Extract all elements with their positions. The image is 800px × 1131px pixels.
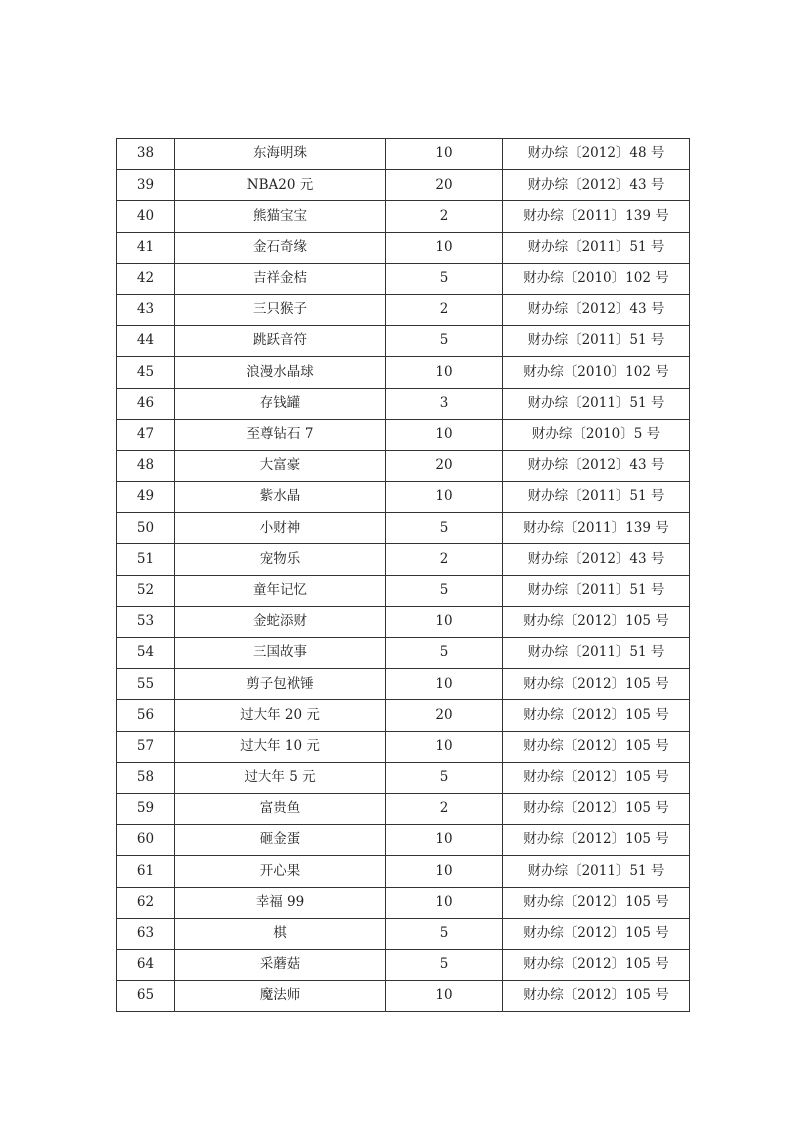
table-row bbox=[117, 731, 690, 762]
ticket-name-cell: 紫水晶 bbox=[175, 482, 386, 513]
face-value-cell: 5 bbox=[386, 949, 503, 980]
approval-document-cell: 财办综〔2011〕51 号 bbox=[503, 232, 690, 263]
approval-document-cell: 财办综〔2012〕105 号 bbox=[503, 606, 690, 637]
row-number-cell: 56 bbox=[117, 700, 175, 731]
approval-document-cell: 财办综〔2012〕105 号 bbox=[503, 762, 690, 793]
table-row bbox=[117, 326, 690, 357]
ticket-name-cell: 砸金蛋 bbox=[175, 825, 386, 856]
approval-document-cell: 财办综〔2012〕105 号 bbox=[503, 981, 690, 1012]
approval-document-cell: 财办综〔2012〕105 号 bbox=[503, 731, 690, 762]
approval-document-cell: 财办综〔2012〕43 号 bbox=[503, 544, 690, 575]
ticket-name-cell: 采蘑菇 bbox=[175, 949, 386, 980]
ticket-name-cell: 魔法师 bbox=[175, 981, 386, 1012]
table-row bbox=[117, 513, 690, 544]
ticket-name-cell: 童年记忆 bbox=[175, 575, 386, 606]
ticket-name-cell: 金蛇添财 bbox=[175, 606, 386, 637]
face-value-cell: 2 bbox=[386, 544, 503, 575]
table-row bbox=[117, 232, 690, 263]
table-row bbox=[117, 482, 690, 513]
face-value-cell: 10 bbox=[386, 825, 503, 856]
table-row bbox=[117, 139, 690, 170]
row-number-cell: 58 bbox=[117, 762, 175, 793]
face-value-cell: 2 bbox=[386, 294, 503, 325]
table-row bbox=[117, 450, 690, 481]
face-value-cell: 3 bbox=[386, 388, 503, 419]
ticket-name-cell: 吉祥金桔 bbox=[175, 263, 386, 294]
approval-document-cell: 财办综〔2011〕51 号 bbox=[503, 638, 690, 669]
row-number-cell: 50 bbox=[117, 513, 175, 544]
ticket-name-cell: 浪漫水晶球 bbox=[175, 357, 386, 388]
row-number-cell: 60 bbox=[117, 825, 175, 856]
ticket-name-cell: 金石奇缘 bbox=[175, 232, 386, 263]
approval-document-cell: 财办综〔2012〕105 号 bbox=[503, 949, 690, 980]
face-value-cell: 10 bbox=[386, 669, 503, 700]
row-number-cell: 55 bbox=[117, 669, 175, 700]
approval-document-cell: 财办综〔2011〕139 号 bbox=[503, 201, 690, 232]
row-number-cell: 46 bbox=[117, 388, 175, 419]
approval-document-cell: 财办综〔2012〕48 号 bbox=[503, 139, 690, 170]
ticket-name-cell: 开心果 bbox=[175, 856, 386, 887]
table-row bbox=[117, 544, 690, 575]
face-value-cell: 2 bbox=[386, 793, 503, 824]
table-body bbox=[117, 139, 690, 1012]
row-number-cell: 45 bbox=[117, 357, 175, 388]
ticket-name-cell: 剪子包袱锤 bbox=[175, 669, 386, 700]
approval-document-cell: 财办综〔2011〕51 号 bbox=[503, 326, 690, 357]
row-number-cell: 42 bbox=[117, 263, 175, 294]
table-row bbox=[117, 388, 690, 419]
table-row bbox=[117, 201, 690, 232]
approval-document-cell: 财办综〔2012〕105 号 bbox=[503, 918, 690, 949]
table-row bbox=[117, 669, 690, 700]
ticket-name-cell: 过大年 20 元 bbox=[175, 700, 386, 731]
face-value-cell: 20 bbox=[386, 700, 503, 731]
face-value-cell: 5 bbox=[386, 575, 503, 606]
table-row bbox=[117, 575, 690, 606]
face-value-cell: 5 bbox=[386, 918, 503, 949]
table-row bbox=[117, 793, 690, 824]
ticket-name-cell: 东海明珠 bbox=[175, 139, 386, 170]
ticket-name-cell: 至尊钻石 7 bbox=[175, 419, 386, 450]
face-value-cell: 10 bbox=[386, 887, 503, 918]
ticket-name-cell: 过大年 5 元 bbox=[175, 762, 386, 793]
face-value-cell: 10 bbox=[386, 139, 503, 170]
row-number-cell: 44 bbox=[117, 326, 175, 357]
table-row bbox=[117, 419, 690, 450]
ticket-name-cell: 过大年 10 元 bbox=[175, 731, 386, 762]
face-value-cell: 5 bbox=[386, 638, 503, 669]
face-value-cell: 20 bbox=[386, 170, 503, 201]
table-row bbox=[117, 606, 690, 637]
approval-document-cell: 财办综〔2011〕51 号 bbox=[503, 388, 690, 419]
table-row bbox=[117, 825, 690, 856]
table-row bbox=[117, 638, 690, 669]
ticket-name-cell: 幸福 99 bbox=[175, 887, 386, 918]
table-row bbox=[117, 170, 690, 201]
table-row bbox=[117, 981, 690, 1012]
approval-document-cell: 财办综〔2010〕102 号 bbox=[503, 263, 690, 294]
ticket-name-cell: 三只猴子 bbox=[175, 294, 386, 325]
row-number-cell: 47 bbox=[117, 419, 175, 450]
table-row bbox=[117, 918, 690, 949]
face-value-cell: 10 bbox=[386, 419, 503, 450]
face-value-cell: 20 bbox=[386, 450, 503, 481]
row-number-cell: 48 bbox=[117, 450, 175, 481]
approval-document-cell: 财办综〔2010〕102 号 bbox=[503, 357, 690, 388]
ticket-name-cell: 熊猫宝宝 bbox=[175, 201, 386, 232]
approval-document-cell: 财办综〔2012〕105 号 bbox=[503, 669, 690, 700]
row-number-cell: 41 bbox=[117, 232, 175, 263]
row-number-cell: 43 bbox=[117, 294, 175, 325]
table-row bbox=[117, 762, 690, 793]
row-number-cell: 62 bbox=[117, 887, 175, 918]
face-value-cell: 10 bbox=[386, 606, 503, 637]
approval-document-cell: 财办综〔2012〕43 号 bbox=[503, 450, 690, 481]
approval-document-cell: 财办综〔2012〕105 号 bbox=[503, 793, 690, 824]
ticket-name-cell: NBA20 元 bbox=[175, 170, 386, 201]
approval-document-cell: 财办综〔2012〕43 号 bbox=[503, 170, 690, 201]
row-number-cell: 52 bbox=[117, 575, 175, 606]
face-value-cell: 10 bbox=[386, 981, 503, 1012]
row-number-cell: 51 bbox=[117, 544, 175, 575]
row-number-cell: 57 bbox=[117, 731, 175, 762]
table-row bbox=[117, 700, 690, 731]
table-row bbox=[117, 949, 690, 980]
row-number-cell: 61 bbox=[117, 856, 175, 887]
row-number-cell: 53 bbox=[117, 606, 175, 637]
face-value-cell: 10 bbox=[386, 482, 503, 513]
face-value-cell: 5 bbox=[386, 513, 503, 544]
row-number-cell: 38 bbox=[117, 139, 175, 170]
row-number-cell: 65 bbox=[117, 981, 175, 1012]
lottery-ticket-table bbox=[116, 138, 690, 1012]
ticket-name-cell: 存钱罐 bbox=[175, 388, 386, 419]
face-value-cell: 10 bbox=[386, 856, 503, 887]
table-row bbox=[117, 887, 690, 918]
face-value-cell: 5 bbox=[386, 326, 503, 357]
approval-document-cell: 财办综〔2011〕51 号 bbox=[503, 856, 690, 887]
row-number-cell: 59 bbox=[117, 793, 175, 824]
approval-document-cell: 财办综〔2012〕105 号 bbox=[503, 825, 690, 856]
ticket-name-cell: 跳跃音符 bbox=[175, 326, 386, 357]
approval-document-cell: 财办综〔2010〕5 号 bbox=[503, 419, 690, 450]
approval-document-cell: 财办综〔2012〕105 号 bbox=[503, 700, 690, 731]
approval-document-cell: 财办综〔2012〕43 号 bbox=[503, 294, 690, 325]
row-number-cell: 64 bbox=[117, 949, 175, 980]
table-row bbox=[117, 357, 690, 388]
face-value-cell: 10 bbox=[386, 357, 503, 388]
face-value-cell: 2 bbox=[386, 201, 503, 232]
ticket-name-cell: 富贵鱼 bbox=[175, 793, 386, 824]
row-number-cell: 63 bbox=[117, 918, 175, 949]
face-value-cell: 10 bbox=[386, 731, 503, 762]
table-row bbox=[117, 263, 690, 294]
row-number-cell: 40 bbox=[117, 201, 175, 232]
face-value-cell: 10 bbox=[386, 232, 503, 263]
ticket-name-cell: 大富豪 bbox=[175, 450, 386, 481]
face-value-cell: 5 bbox=[386, 762, 503, 793]
approval-document-cell: 财办综〔2012〕105 号 bbox=[503, 887, 690, 918]
approval-document-cell: 财办综〔2011〕139 号 bbox=[503, 513, 690, 544]
face-value-cell: 5 bbox=[386, 263, 503, 294]
ticket-name-cell: 棋 bbox=[175, 918, 386, 949]
approval-document-cell: 财办综〔2011〕51 号 bbox=[503, 482, 690, 513]
row-number-cell: 54 bbox=[117, 638, 175, 669]
ticket-name-cell: 三国故事 bbox=[175, 638, 386, 669]
table-row bbox=[117, 294, 690, 325]
table-row bbox=[117, 856, 690, 887]
row-number-cell: 39 bbox=[117, 170, 175, 201]
ticket-name-cell: 宠物乐 bbox=[175, 544, 386, 575]
approval-document-cell: 财办综〔2011〕51 号 bbox=[503, 575, 690, 606]
ticket-name-cell: 小财神 bbox=[175, 513, 386, 544]
row-number-cell: 49 bbox=[117, 482, 175, 513]
